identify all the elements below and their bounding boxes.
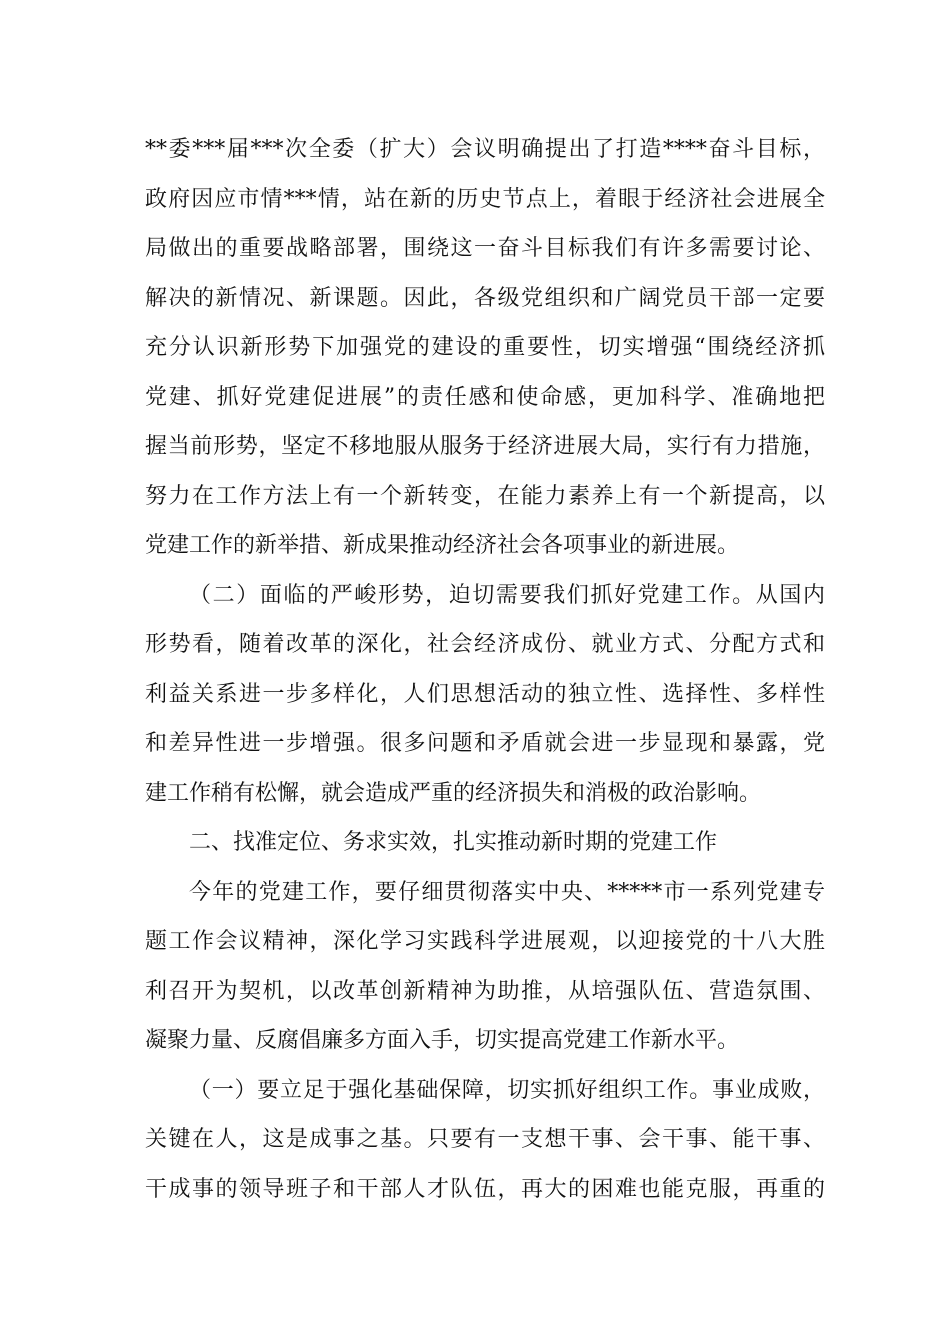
text-line: （一）要立足于强化基础保障，切实抓好组织工作。事业成败， [189, 1077, 825, 1103]
text-line: 和差异性进一步增强。很多问题和矛盾就会进一步显现和暴露，党 [145, 731, 825, 756]
text-line: 局做出的重要战略部署，围绕这一奋斗目标我们有许多需要讨论、 [145, 236, 825, 261]
text-line: 政府因应市情***情，站在新的历史节点上，着眼于经济社会进展全 [145, 186, 825, 212]
text-line: 握当前形势，坚定不移地服从服务于经济进展大局，实行有力措施， [145, 434, 825, 459]
text-line: 利召开为契机，以改革创新精神为助推，从培强队伍、营造氛围、 [145, 978, 825, 1004]
text-line: 形势看，随着改革的深化，社会经济成份、就业方式、分配方式和 [145, 632, 825, 657]
text-line: 干成事的领导班子和干部人才队伍，再大的困难也能克服，再重的 [145, 1176, 825, 1202]
text-line: 党建工作的新举措、新成果推动经济社会各项事业的新进展。 [145, 533, 740, 558]
text-line: 题工作会议精神，深化学习实践科学进展观，以迎接党的十八大胜 [145, 929, 825, 954]
text-line: 关键在人，这是成事之基。只要有一支想干事、会干事、能干事、 [145, 1127, 825, 1152]
text-line: 今年的党建工作，要仔细贯彻落实中央、*****市一系列党建专 [189, 879, 825, 905]
text-line: 解决的新情况、新课题。因此，各级党组织和广阔党员干部一定要 [145, 285, 825, 311]
text-line: 充分认识新形势下加强党的建设的重要性，切实增强“围绕经济抓 [145, 335, 825, 360]
text-line: 党建、抓好党建促进展”的责任感和使命感，更加科学、准确地把 [145, 384, 825, 410]
text-line: （二）面临的严峻形势，迫切需要我们抓好党建工作。从国内 [189, 582, 825, 608]
section-heading: 二、找准定位、务求实效，扎实推动新时期的党建工作 [189, 830, 718, 855]
text-line: 建工作稍有松懈，就会造成严重的经济损失和消极的政治影响。 [145, 780, 762, 806]
body-text [145, 125, 825, 1214]
text-line: 利益关系进一步多样化，人们思想活动的独立性、选择性、多样性 [145, 681, 825, 707]
text-line: 凝聚力量、反腐倡廉多方面入手，切实提高党建工作新水平。 [145, 1028, 740, 1053]
text-line: 努力在工作方法上有一个新转变，在能力素养上有一个新提高，以 [145, 483, 825, 509]
text-line: **委***届***次全委（扩大）会议明确提出了打造****奋斗目标， [145, 137, 825, 162]
